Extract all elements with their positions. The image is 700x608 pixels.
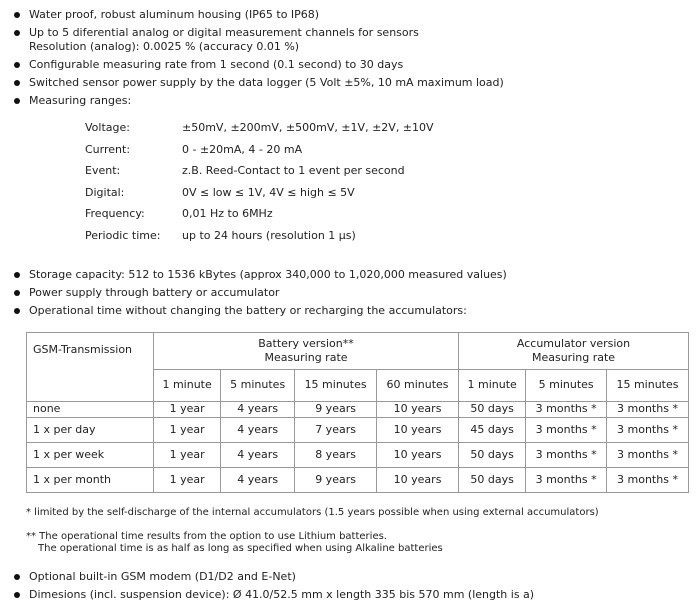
table-cell: 3 months *	[526, 442, 607, 467]
table-cell: 9 years	[295, 402, 377, 418]
range-label: Frequency:	[85, 207, 145, 220]
table-cell: 4 years	[221, 417, 295, 442]
table-cell: 7 years	[295, 417, 377, 442]
table-cell: 3 months *	[606, 402, 688, 418]
table-cell: 50 days	[459, 467, 526, 492]
table-cell: 3 months *	[526, 467, 607, 492]
table-cell: 1 year	[153, 442, 220, 467]
table-cell: 3 months *	[526, 402, 607, 418]
bullet-icon	[14, 592, 20, 598]
bullet-icon	[14, 30, 20, 36]
table-cell: 50 days	[459, 402, 526, 418]
battery-header: Battery version** Measuring rate	[153, 333, 458, 370]
range-value: 0,01 Hz to 6MHz	[182, 207, 273, 220]
list-item: Dimesions (incl. suspension device): Ø 41.0/52.5 mm x length 335 bis 570 mm (length is a)	[10, 588, 690, 602]
list-item: Operational time without changing the battery or recharging the accumulators:	[10, 304, 690, 318]
corner-header: GSM-Transmission	[27, 333, 154, 402]
range-label: Current:	[85, 142, 131, 156]
table-cell: 10 years	[377, 467, 459, 492]
list-item: Power supply through battery or accumulator	[10, 286, 690, 300]
list-item: Switched sensor power supply by the data logger (5 Volt ±5%, 10 mA maximum load)	[10, 76, 690, 90]
range-value: 0V ≤ low ≤ 1V, 4V ≤ high ≤ 5V	[182, 185, 355, 199]
rate-header: 5 minutes	[526, 369, 607, 401]
range-row	[85, 207, 434, 229]
bullet-icon	[14, 308, 20, 314]
bullet-icon	[14, 98, 20, 104]
table-cell: 3 months *	[526, 417, 607, 442]
rate-header: 1 minute	[459, 369, 526, 401]
row-label: 1 x per day	[27, 417, 154, 442]
accumulator-header: Accumulator version Measuring rate	[459, 333, 689, 370]
bullet-icon	[14, 574, 20, 580]
table-cell: 3 months *	[606, 442, 688, 467]
range-label: Digital:	[85, 185, 125, 199]
bullet-icon	[14, 272, 20, 278]
row-label: 1 x per month	[27, 467, 154, 492]
footnote-accumulators: * limited by the self-discharge of the internal accumulators (1.5 years possible when using external accumulators)	[26, 507, 599, 518]
range-row	[85, 229, 434, 251]
table-row	[27, 442, 689, 467]
table-cell: 50 days	[459, 442, 526, 467]
table-header-row	[27, 333, 689, 370]
table-cell: 3 months *	[606, 467, 688, 492]
rate-header: 1 minute	[153, 369, 220, 401]
operational-time-table	[26, 332, 689, 493]
rate-header: 15 minutes	[295, 369, 377, 401]
bullet-icon	[14, 80, 20, 86]
range-value: 0 - ±20mA, 4 - 20 mA	[182, 142, 303, 156]
feature-list-middle	[10, 268, 690, 322]
measuring-ranges	[85, 121, 434, 250]
list-item: Measuring ranges:	[10, 94, 690, 108]
list-item: Configurable measuring rate from 1 second (0.1 second) to 30 days	[10, 58, 690, 72]
table-cell: 1 year	[153, 417, 220, 442]
list-item: Optional built-in GSM modem (D1/D2 and E-Net)	[10, 570, 690, 584]
table-cell: 10 years	[377, 402, 459, 418]
table-cell: 4 years	[221, 467, 295, 492]
range-value: up to 24 hours (resolution 1 µs)	[182, 228, 356, 242]
table-row	[27, 402, 689, 418]
range-label: Voltage:	[85, 121, 130, 134]
rate-header: 15 minutes	[606, 369, 688, 401]
range-row	[85, 186, 434, 208]
rate-header: 5 minutes	[221, 369, 295, 401]
table-row	[27, 417, 689, 442]
row-label: none	[27, 402, 154, 418]
range-label: Periodic time:	[85, 228, 161, 242]
list-item: Storage capacity: 512 to 1536 kBytes (approx 340,000 to 1,020,000 measured values)	[10, 268, 690, 282]
table-cell: 10 years	[377, 442, 459, 467]
table-cell: 8 years	[295, 442, 377, 467]
range-row	[85, 121, 434, 143]
list-item: Water proof, robust aluminum housing (IP65 to IP68)	[10, 8, 690, 22]
feature-list-top	[10, 8, 690, 112]
bullet-icon	[14, 62, 20, 68]
table-cell: 10 years	[377, 417, 459, 442]
range-label: Event:	[85, 164, 121, 177]
table-cell: 9 years	[295, 467, 377, 492]
bullet-icon	[14, 12, 20, 18]
range-row	[85, 143, 434, 165]
bullet-icon	[14, 290, 20, 296]
range-value: ±50mV, ±200mV, ±500mV, ±1V, ±2V, ±10V	[182, 121, 434, 134]
table-cell: 4 years	[221, 402, 295, 418]
table-cell: 3 months *	[606, 417, 688, 442]
table-cell: 4 years	[221, 442, 295, 467]
feature-list-bottom	[10, 570, 690, 606]
table-row	[27, 467, 689, 492]
list-item: Up to 5 diferential analog or digital measurement channels for sensors Resolution (analog): 0.0025 % (accuracy 0.01 %)	[10, 26, 690, 54]
range-row	[85, 164, 434, 186]
footnote-lithium: ** The operational time results from the option to use Lithium batteries. The operational time is as half as long as specified when using Alkaline batteries	[26, 531, 443, 554]
range-value: z.B. Reed-Contact to 1 event per second	[182, 164, 405, 177]
table-cell: 1 year	[153, 467, 220, 492]
rate-header: 60 minutes	[377, 369, 459, 401]
table-cell: 45 days	[459, 417, 526, 442]
table-cell: 1 year	[153, 402, 220, 418]
row-label: 1 x per week	[27, 442, 154, 467]
